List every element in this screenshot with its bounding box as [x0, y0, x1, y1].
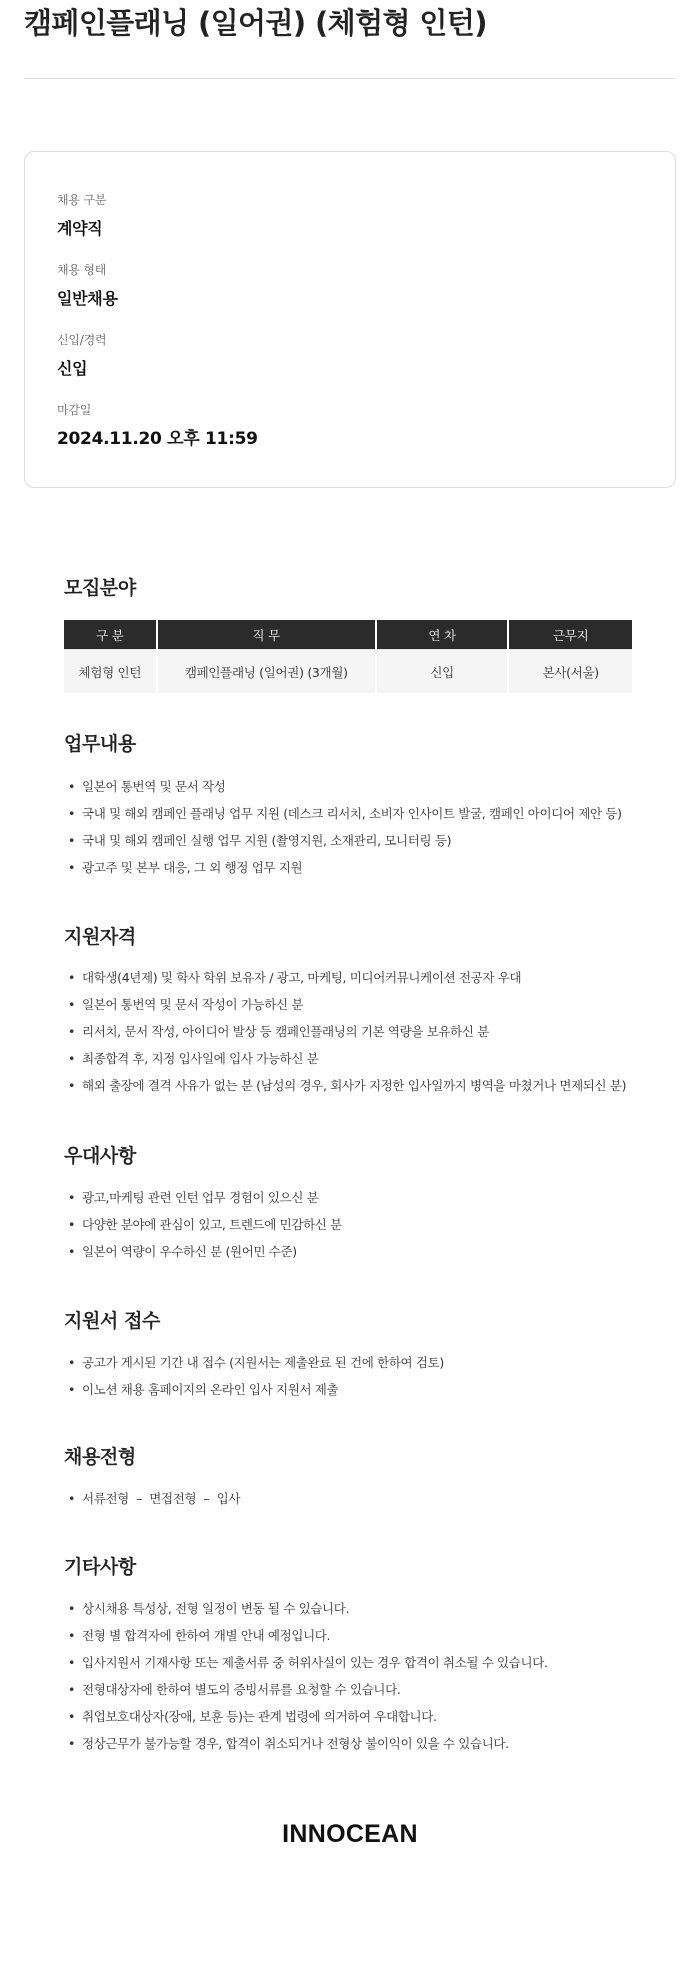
table-cell: 신입 — [377, 649, 508, 693]
title-divider — [24, 78, 676, 79]
job-summary-card — [24, 151, 676, 488]
experience-level-value: 신입 — [57, 359, 88, 378]
list-item: • 취업보호대상자(장애, 보훈 등)는 관계 법령에 의거하여 우대합니다. — [64, 1709, 644, 1736]
table-cell: 캠페인플래닝 (일어권) (3개월) — [158, 649, 375, 693]
list-item: • 리서치, 문서 작성, 아이디어 발상 등 캠페인플래닝의 기본 역량을 보유하신 분 — [64, 1024, 644, 1051]
list-item: • 광고,마케팅 관련 인턴 업무 경험이 있으신 분 — [64, 1190, 644, 1217]
employment-category-value: 계약직 — [57, 219, 103, 238]
table-header-cell: 구 분 — [64, 620, 156, 649]
table-row — [64, 649, 632, 693]
list-item: • 광고주 및 본부 대응, 그 외 행정 업무 지원 — [64, 860, 644, 887]
section-heading-duties: 업무내용 — [64, 733, 136, 755]
list-item: • 다양한 분야에 관심이 있고, 트렌드에 민감하신 분 — [64, 1217, 644, 1244]
application-list — [64, 1355, 644, 1409]
employment-type — [57, 262, 118, 310]
list-item: • 이노션 채용 홈페이지의 온라인 입사 지원서 제출 — [64, 1382, 644, 1409]
table-header-cell: 연 차 — [377, 620, 508, 649]
employment-category-label: 채용 구분 — [57, 193, 107, 207]
table-header-row — [64, 620, 632, 649]
table-header-cell: 근무지 — [509, 620, 632, 649]
experience-level-label: 신입/경력 — [57, 333, 107, 347]
section-heading-preferred: 우대사항 — [64, 1145, 136, 1167]
list-item: • 대학생(4년제) 및 학사 학위 보유자 / 광고, 마케팅, 미디어커뮤니케이션 전공자 우대 — [64, 970, 644, 997]
employment-type-label: 채용 형태 — [57, 263, 107, 277]
employment-category — [57, 192, 106, 240]
list-item: • 상시채용 특성상, 전형 일정이 변동 될 수 있습니다. — [64, 1601, 644, 1628]
list-item: • 최종합격 후, 지정 입사일에 입사 가능하신 분 — [64, 1051, 644, 1078]
etc-list — [64, 1601, 644, 1763]
list-item: • 국내 및 해외 캠페인 실행 업무 지원 (촬영지원, 소재관리, 모니터링 등) — [64, 833, 644, 860]
process-list — [64, 1491, 644, 1518]
list-item: • 전형대상자에 한하여 별도의 증빙서류를 요청할 수 있습니다. — [64, 1682, 644, 1709]
deadline — [57, 402, 258, 450]
duties-list — [64, 779, 644, 887]
section-heading-recruit-field: 모집분야 — [64, 577, 136, 599]
list-item: • 정상근무가 불가능할 경우, 합격이 취소되거나 전형상 불이익이 있을 수 있습니다. — [64, 1736, 644, 1763]
list-item: • 입사지원서 기재사항 또는 제출서류 중 허위사실이 있는 경우 합격이 취소될 수 있습니다. — [64, 1655, 644, 1682]
table-cell: 본사(서울) — [509, 649, 632, 693]
employment-type-value: 일반채용 — [57, 289, 118, 308]
list-item: • 일본어 역량이 우수하신 분 (원어민 수준) — [64, 1244, 644, 1271]
table-cell: 체험형 인턴 — [64, 649, 156, 693]
list-item: • 일본어 통번역 및 문서 작성 — [64, 779, 644, 806]
innocean-logo: INNOCEAN — [282, 1820, 418, 1848]
section-heading-qualifications: 지원자격 — [64, 926, 136, 948]
experience-level — [57, 332, 106, 380]
list-item: • 국내 및 해외 캠페인 플래닝 업무 지원 (데스크 리서치, 소비자 인사이트 발굴, 캠페인 아이디어 제안 등) — [64, 806, 644, 833]
qualifications-list — [64, 970, 644, 1105]
section-heading-etc: 기타사항 — [64, 1556, 136, 1578]
deadline-value: 2024.11.20 오후 11:59 — [57, 429, 258, 449]
section-heading-application: 지원서 접수 — [64, 1310, 160, 1332]
page-title: 캠페인플래닝 (일어권) (체험형 인턴) — [24, 6, 487, 40]
table-header-cell: 직 무 — [158, 620, 375, 649]
list-item: • 서류전형 – 면접전형 – 입사 — [64, 1491, 644, 1518]
deadline-label: 마감일 — [57, 403, 92, 417]
recruit-field-table — [62, 620, 634, 693]
list-item: • 일본어 통번역 및 문서 작성이 가능하신 분 — [64, 997, 644, 1024]
preferred-list — [64, 1190, 644, 1271]
section-heading-process: 채용전형 — [64, 1446, 136, 1468]
list-item: • 전형 별 합격자에 한하여 개별 안내 예정입니다. — [64, 1628, 644, 1655]
list-item: • 해외 출장에 결격 사유가 없는 분 (남성의 경우, 회사가 지정한 입사일까지 병역을 마쳤거나 면제되신 분) — [64, 1078, 644, 1105]
list-item: • 공고가 게시된 기간 내 접수 (지원서는 제출완료 된 건에 한하여 검토) — [64, 1355, 644, 1382]
